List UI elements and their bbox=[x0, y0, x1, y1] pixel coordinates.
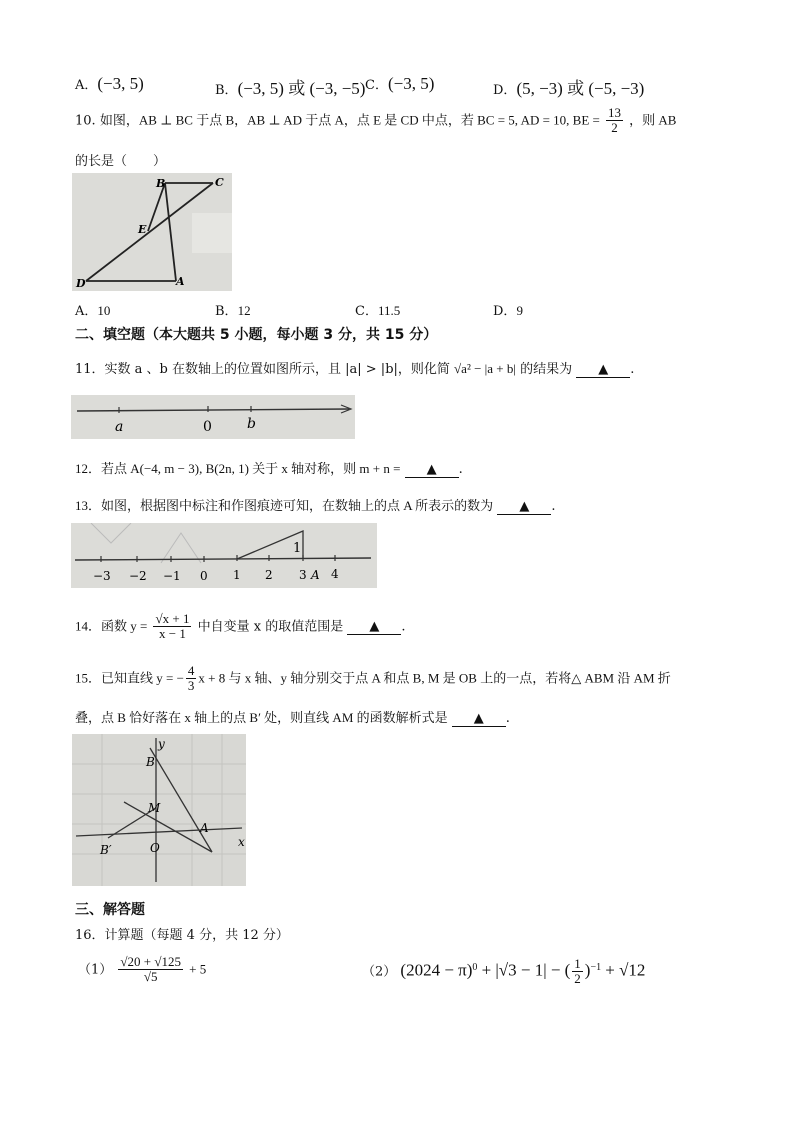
label-e: E bbox=[138, 223, 147, 236]
q14-answer-blank: ▲ bbox=[347, 620, 401, 635]
label-y: y bbox=[158, 737, 165, 751]
q11-expression: √a² − |a + b| bbox=[454, 361, 516, 376]
q10-figure-svg bbox=[72, 173, 232, 291]
q14-stem: 14．函数 y = $\frac{√x + 1}{x - 1}$ 中自变量 x 的取值范围是 ▲ . bbox=[75, 611, 406, 642]
q12-answer-blank: ▲ bbox=[405, 463, 459, 478]
q14-fraction: $\frac{√x + 1}{x - 1}$ bbox=[155, 611, 190, 642]
svg-text:2: 2 bbox=[265, 568, 273, 582]
label-zero: 0 bbox=[203, 419, 212, 435]
q15-figure bbox=[72, 734, 246, 886]
svg-text:−3: −3 bbox=[93, 569, 111, 583]
q11-number-line bbox=[71, 395, 355, 439]
svg-text:3: 3 bbox=[299, 568, 307, 582]
q13-figure bbox=[71, 523, 377, 588]
label-c: C bbox=[215, 176, 224, 189]
svg-text:4: 4 bbox=[331, 567, 339, 581]
svg-text:0: 0 bbox=[200, 569, 208, 583]
q10-fraction: $\frac{13}{2}$ bbox=[608, 105, 622, 136]
q9-option-c: C．(−3, 5) bbox=[365, 74, 435, 93]
q11-stem: 11．实数 a 、b 在数轴上的位置如图所示，且 |a| > |b|，则化简 √a² − |a + b| 的结果为 ▲ . bbox=[75, 361, 635, 377]
q9-options bbox=[75, 70, 715, 98]
q10-option-c: C．11.5 bbox=[355, 303, 401, 319]
q16-part1: （1） $\frac{√20 + √125}{√5}$ + 5 bbox=[78, 954, 207, 985]
q10-options bbox=[75, 300, 575, 318]
q16-p1-fraction: $\frac{√20 + √125}{√5}$ bbox=[120, 954, 182, 985]
section2-title: 二、填空题（本大题共 5 小题，每小题 3 分，共 15 分） bbox=[75, 327, 438, 343]
q12-stem: 12．若点 A(−4, m − 3), B(2n, 1) 关于 x 轴对称，则 m + n = ▲ . bbox=[75, 461, 463, 477]
q13-number-line bbox=[71, 523, 377, 588]
q9-option-d: D．(5, −3) 或 (−5, −3) bbox=[493, 79, 645, 98]
q13-stem: 13．如图，根据图中标注和作图痕迹可知，在数轴上的点 A 所表示的数为 ▲ . bbox=[75, 498, 556, 514]
q11-answer-blank: ▲ bbox=[576, 363, 630, 378]
q15-stem-line1: 15．已知直线 y = − $\frac{4}{3}$ x + 8 与 x 轴、y 轴分别交于点 A 和点 B, M 是 OB 上的一点，若将△ ABM 沿 AM 折 bbox=[75, 663, 671, 694]
q16-p2-fraction: $\frac{1}{2}$ bbox=[574, 956, 581, 987]
q15-stem-line2: 叠，点 B 恰好落在 x 轴上的点 B′ 处，则直线 AM 的函数解析式是 ▲ . bbox=[75, 710, 510, 726]
q15-answer-blank: ▲ bbox=[452, 712, 506, 727]
label-point-a: A bbox=[311, 568, 320, 582]
svg-text:−1: −1 bbox=[163, 569, 181, 583]
q10-option-a: A．10 bbox=[75, 303, 111, 319]
label-a: a bbox=[115, 419, 124, 435]
q13-answer-blank: ▲ bbox=[497, 500, 551, 515]
label-x: x bbox=[238, 835, 245, 849]
label-m: M bbox=[148, 801, 161, 815]
q16-title: 16．计算题（每题 4 分，共 12 分） bbox=[75, 928, 289, 943]
label-a: A bbox=[176, 275, 185, 288]
q15-coordinate-figure bbox=[72, 734, 246, 886]
label-one: 1 bbox=[293, 541, 302, 556]
label-a: A bbox=[200, 821, 209, 835]
label-d: D bbox=[76, 277, 86, 290]
q10-stem-line2: 的长是（ ） bbox=[75, 154, 167, 169]
label-o: O bbox=[150, 841, 160, 855]
q10-option-d: D．9 bbox=[493, 303, 523, 319]
label-b: B bbox=[146, 755, 155, 769]
q9-option-b: B．(−3, 5) 或 (−3, −5) bbox=[215, 79, 366, 98]
q10-stem-line1: 10. 如图，AB ⊥ BC 于点 B，AB ⊥ AD 于点 A，点 E 是 CD 中点，若 BC = 5, AD = 10, BE = $\frac{13}{2}$ ，则 AB bbox=[75, 105, 677, 136]
label-b: B bbox=[156, 177, 166, 190]
label-b-prime: B′ bbox=[100, 843, 112, 857]
q16-part2: （2） $(2024 - \pi)^0 + |√3 - 1|$ − ( $\frac{1}{2}$ )$^{-1}$ + √12 bbox=[362, 956, 646, 987]
q15-fraction: $\frac{4}{3}$ bbox=[187, 663, 195, 694]
q9-option-a: A．(−3, 5) bbox=[75, 74, 144, 93]
q10-option-b: B．12 bbox=[215, 303, 251, 319]
svg-text:−2: −2 bbox=[129, 569, 147, 583]
q11-figure bbox=[71, 395, 355, 439]
label-b: b bbox=[247, 416, 256, 432]
svg-text:1: 1 bbox=[233, 568, 241, 582]
q10-figure bbox=[72, 173, 232, 291]
section3-title: 三、解答题 bbox=[75, 902, 145, 918]
